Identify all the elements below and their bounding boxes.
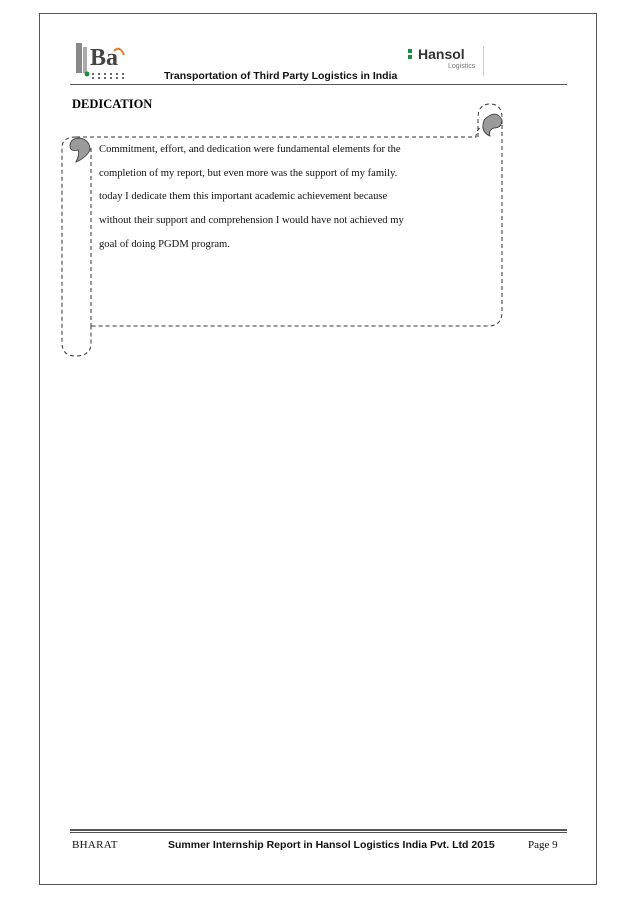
section-title: DEDICATION: [72, 97, 153, 111]
dedication-line: completion of my report, but even more was the support of my family.: [99, 167, 398, 179]
dedication-line: goal of doing PGDM program.: [99, 238, 230, 250]
logo-letters: Ba: [90, 45, 119, 71]
dedication-text: [99, 138, 471, 257]
header-title: Transportation of Third Party Logistics in India: [164, 70, 398, 82]
header-rule: [70, 84, 567, 85]
dedication-line: today I dedicate them this important academic achievement because: [99, 191, 388, 203]
logo-mark-icon: [408, 49, 416, 59]
dedication-line: without their support and comprehension I would have not achieved my: [99, 215, 404, 227]
footer-report-title: Summer Internship Report in Hansol Logistics India Pvt. Ltd 2015: [168, 839, 495, 851]
logo-divider: [483, 46, 484, 76]
logo-subtitle: Logistics: [448, 63, 476, 70]
hansol-logo: [408, 44, 488, 80]
logo-name: Hansol: [418, 46, 465, 62]
footer-author: BHARAT: [72, 839, 118, 851]
dedication-line: Commitment, effort, and dedication were fundamental elements for the: [99, 144, 401, 155]
footer-rule: [70, 829, 567, 831]
institute-logo: [74, 41, 160, 81]
footer-page-number: Page 9: [528, 839, 558, 851]
footer-rule-thin: [70, 832, 567, 833]
